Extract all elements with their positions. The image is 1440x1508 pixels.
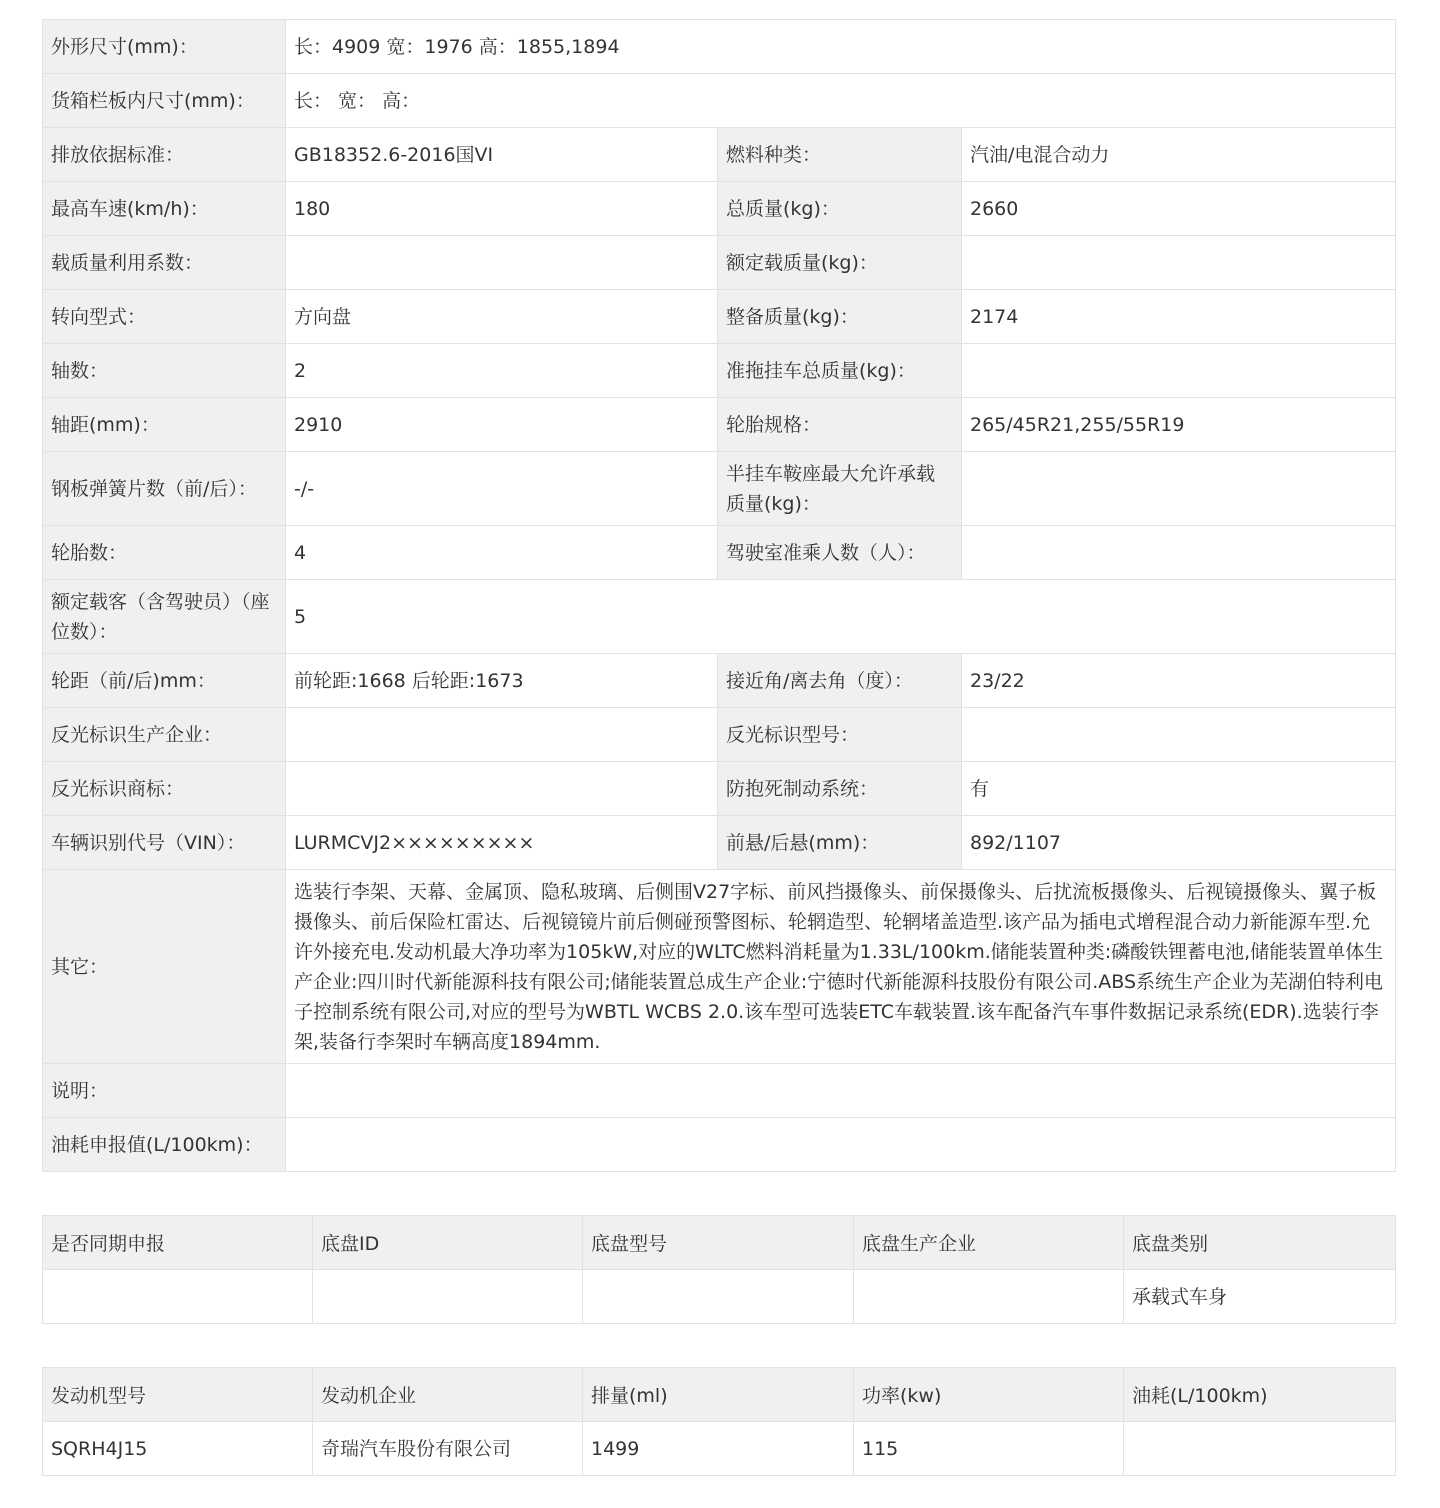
spec-value xyxy=(962,526,1396,580)
spec-label: 转向型式： xyxy=(43,290,286,344)
table-row xyxy=(43,182,1396,236)
spec-label: 额定载客（含驾驶员）（座位数）： xyxy=(43,580,286,654)
table-row xyxy=(43,1064,1396,1118)
table-row xyxy=(43,1422,1396,1476)
spec-label: 整备质量(kg)： xyxy=(718,290,962,344)
spec-label: 反光标识型号： xyxy=(718,708,962,762)
spec-value: 选装行李架、天幕、金属顶、隐私玻璃、后侧围V27字标、前风挡摄像头、前保摄像头、后扰流板摄像头、后视镜摄像头、翼子板摄像头、前后保险杠雷达、后视镜镜片前后侧碰预警图标、轮辋造型、轮辋堵盖造型.该产品为插电式增程混合动力新能源车型.允许外接充电.发动机最大净功率为105kW,对应的WLTC燃料消耗量为1.33L/100km.储能装置种类:磷酸铁锂蓄电池,储能装置单体生产企业:四川时代新能源科技有限公司;储能装置总成生产企业:宁德时代新能源科技股份有限公司.ABS系统生产企业为芜湖伯特利电子控制系统有限公司,对应的型号为WBTL WCBS 2.0.该车型可选装ETC车载装置.该车配备汽车事件数据记录系统(EDR).选装行李架,装备行李架时车辆高度1894mm. xyxy=(286,870,1396,1064)
spec-value: 5 xyxy=(286,580,1396,654)
spec-value: 长：4909 宽：1976 高：1855,1894 xyxy=(286,20,1396,74)
spec-label: 外形尺寸(mm)： xyxy=(43,20,286,74)
table-row xyxy=(43,236,1396,290)
spec-value xyxy=(286,708,718,762)
table-row xyxy=(43,1118,1396,1172)
spec-value: 2910 xyxy=(286,398,718,452)
spec-label: 钢板弹簧片数（前/后）： xyxy=(43,452,286,526)
table-cell: 承载式车身 xyxy=(1124,1270,1396,1324)
spec-value: 265/45R21,255/55R19 xyxy=(962,398,1396,452)
spec-value: 2660 xyxy=(962,182,1396,236)
spec-value xyxy=(962,236,1396,290)
table-row xyxy=(43,526,1396,580)
table-row xyxy=(43,654,1396,708)
table-cell xyxy=(43,1270,313,1324)
spacer xyxy=(42,1324,1395,1367)
spec-value xyxy=(962,344,1396,398)
spec-value xyxy=(286,1118,1396,1172)
column-header: 底盘型号 xyxy=(583,1216,854,1270)
spec-label: 说明： xyxy=(43,1064,286,1118)
column-header: 底盘类别 xyxy=(1124,1216,1396,1270)
spec-value: 180 xyxy=(286,182,718,236)
spec-value: 2 xyxy=(286,344,718,398)
column-header: 排量(ml) xyxy=(583,1368,854,1422)
table-row xyxy=(43,74,1396,128)
spec-value xyxy=(286,762,718,816)
spec-value xyxy=(962,708,1396,762)
spec-label: 驾驶室准乘人数（人）： xyxy=(718,526,962,580)
table-cell xyxy=(313,1270,583,1324)
table-cell: 115 xyxy=(854,1422,1124,1476)
spec-label: 额定载质量(kg)： xyxy=(718,236,962,290)
column-header: 发动机型号 xyxy=(43,1368,313,1422)
table-cell xyxy=(854,1270,1124,1324)
spec-label: 车辆识别代号（VIN）： xyxy=(43,816,286,870)
spec-label: 轴数： xyxy=(43,344,286,398)
table-row xyxy=(43,816,1396,870)
spec-label: 总质量(kg)： xyxy=(718,182,962,236)
spec-label: 前悬/后悬(mm)： xyxy=(718,816,962,870)
spec-label: 接近角/离去角（度）： xyxy=(718,654,962,708)
spec-value xyxy=(962,452,1396,526)
spec-label: 燃料种类： xyxy=(718,128,962,182)
spec-label: 反光标识商标： xyxy=(43,762,286,816)
chassis-table xyxy=(42,1215,1396,1324)
spec-value xyxy=(286,1064,1396,1118)
table-row xyxy=(43,398,1396,452)
spec-label: 轴距(mm)： xyxy=(43,398,286,452)
spec-value: 892/1107 xyxy=(962,816,1396,870)
spec-value: 4 xyxy=(286,526,718,580)
spec-label: 半挂车鞍座最大允许承载质量(kg)： xyxy=(718,452,962,526)
table-cell xyxy=(1124,1422,1396,1476)
spec-label: 轮距（前/后)mm： xyxy=(43,654,286,708)
spec-value: 2174 xyxy=(962,290,1396,344)
table-cell: 奇瑞汽车股份有限公司 xyxy=(313,1422,583,1476)
spec-label: 货箱栏板内尺寸(mm)： xyxy=(43,74,286,128)
spec-value: LURMCVJ2××××××××× xyxy=(286,816,718,870)
spec-label: 轮胎数： xyxy=(43,526,286,580)
spec-label: 载质量利用系数： xyxy=(43,236,286,290)
spec-value: 前轮距:1668 后轮距:1673 xyxy=(286,654,718,708)
spec-label: 轮胎规格： xyxy=(718,398,962,452)
spec-label: 油耗申报值(L/100km)： xyxy=(43,1118,286,1172)
spec-value xyxy=(286,236,718,290)
column-header: 底盘生产企业 xyxy=(854,1216,1124,1270)
spec-value: 汽油/电混合动力 xyxy=(962,128,1396,182)
page xyxy=(42,19,1395,1476)
table-row xyxy=(43,762,1396,816)
table-row xyxy=(43,452,1396,526)
table-row xyxy=(43,1270,1396,1324)
table-cell: SQRH4J15 xyxy=(43,1422,313,1476)
spec-label: 最高车速(km/h)： xyxy=(43,182,286,236)
spacer xyxy=(42,1172,1395,1215)
table-row xyxy=(43,20,1396,74)
spec-table xyxy=(42,19,1396,1172)
spec-value: -/- xyxy=(286,452,718,526)
table-row xyxy=(43,128,1396,182)
table-row xyxy=(43,344,1396,398)
table-row xyxy=(43,290,1396,344)
spec-value: 长： 宽： 高： xyxy=(286,74,1396,128)
column-header: 底盘ID xyxy=(313,1216,583,1270)
spec-label: 防抱死制动系统： xyxy=(718,762,962,816)
spec-label: 其它： xyxy=(43,870,286,1064)
table-row xyxy=(43,708,1396,762)
column-header: 是否同期申报 xyxy=(43,1216,313,1270)
column-header: 油耗(L/100km) xyxy=(1124,1368,1396,1422)
spec-label: 反光标识生产企业： xyxy=(43,708,286,762)
table-row xyxy=(43,580,1396,654)
table-row xyxy=(43,870,1396,1064)
engine-table xyxy=(42,1367,1396,1476)
column-header: 功率(kw) xyxy=(854,1368,1124,1422)
column-header: 发动机企业 xyxy=(313,1368,583,1422)
spec-value: 方向盘 xyxy=(286,290,718,344)
spec-value: GB18352.6-2016国VI xyxy=(286,128,718,182)
spec-label: 排放依据标准： xyxy=(43,128,286,182)
table-cell xyxy=(583,1270,854,1324)
spec-label: 准拖挂车总质量(kg)： xyxy=(718,344,962,398)
spec-value: 23/22 xyxy=(962,654,1396,708)
table-header-row xyxy=(43,1368,1396,1422)
table-header-row xyxy=(43,1216,1396,1270)
table-cell: 1499 xyxy=(583,1422,854,1476)
spec-value: 有 xyxy=(962,762,1396,816)
